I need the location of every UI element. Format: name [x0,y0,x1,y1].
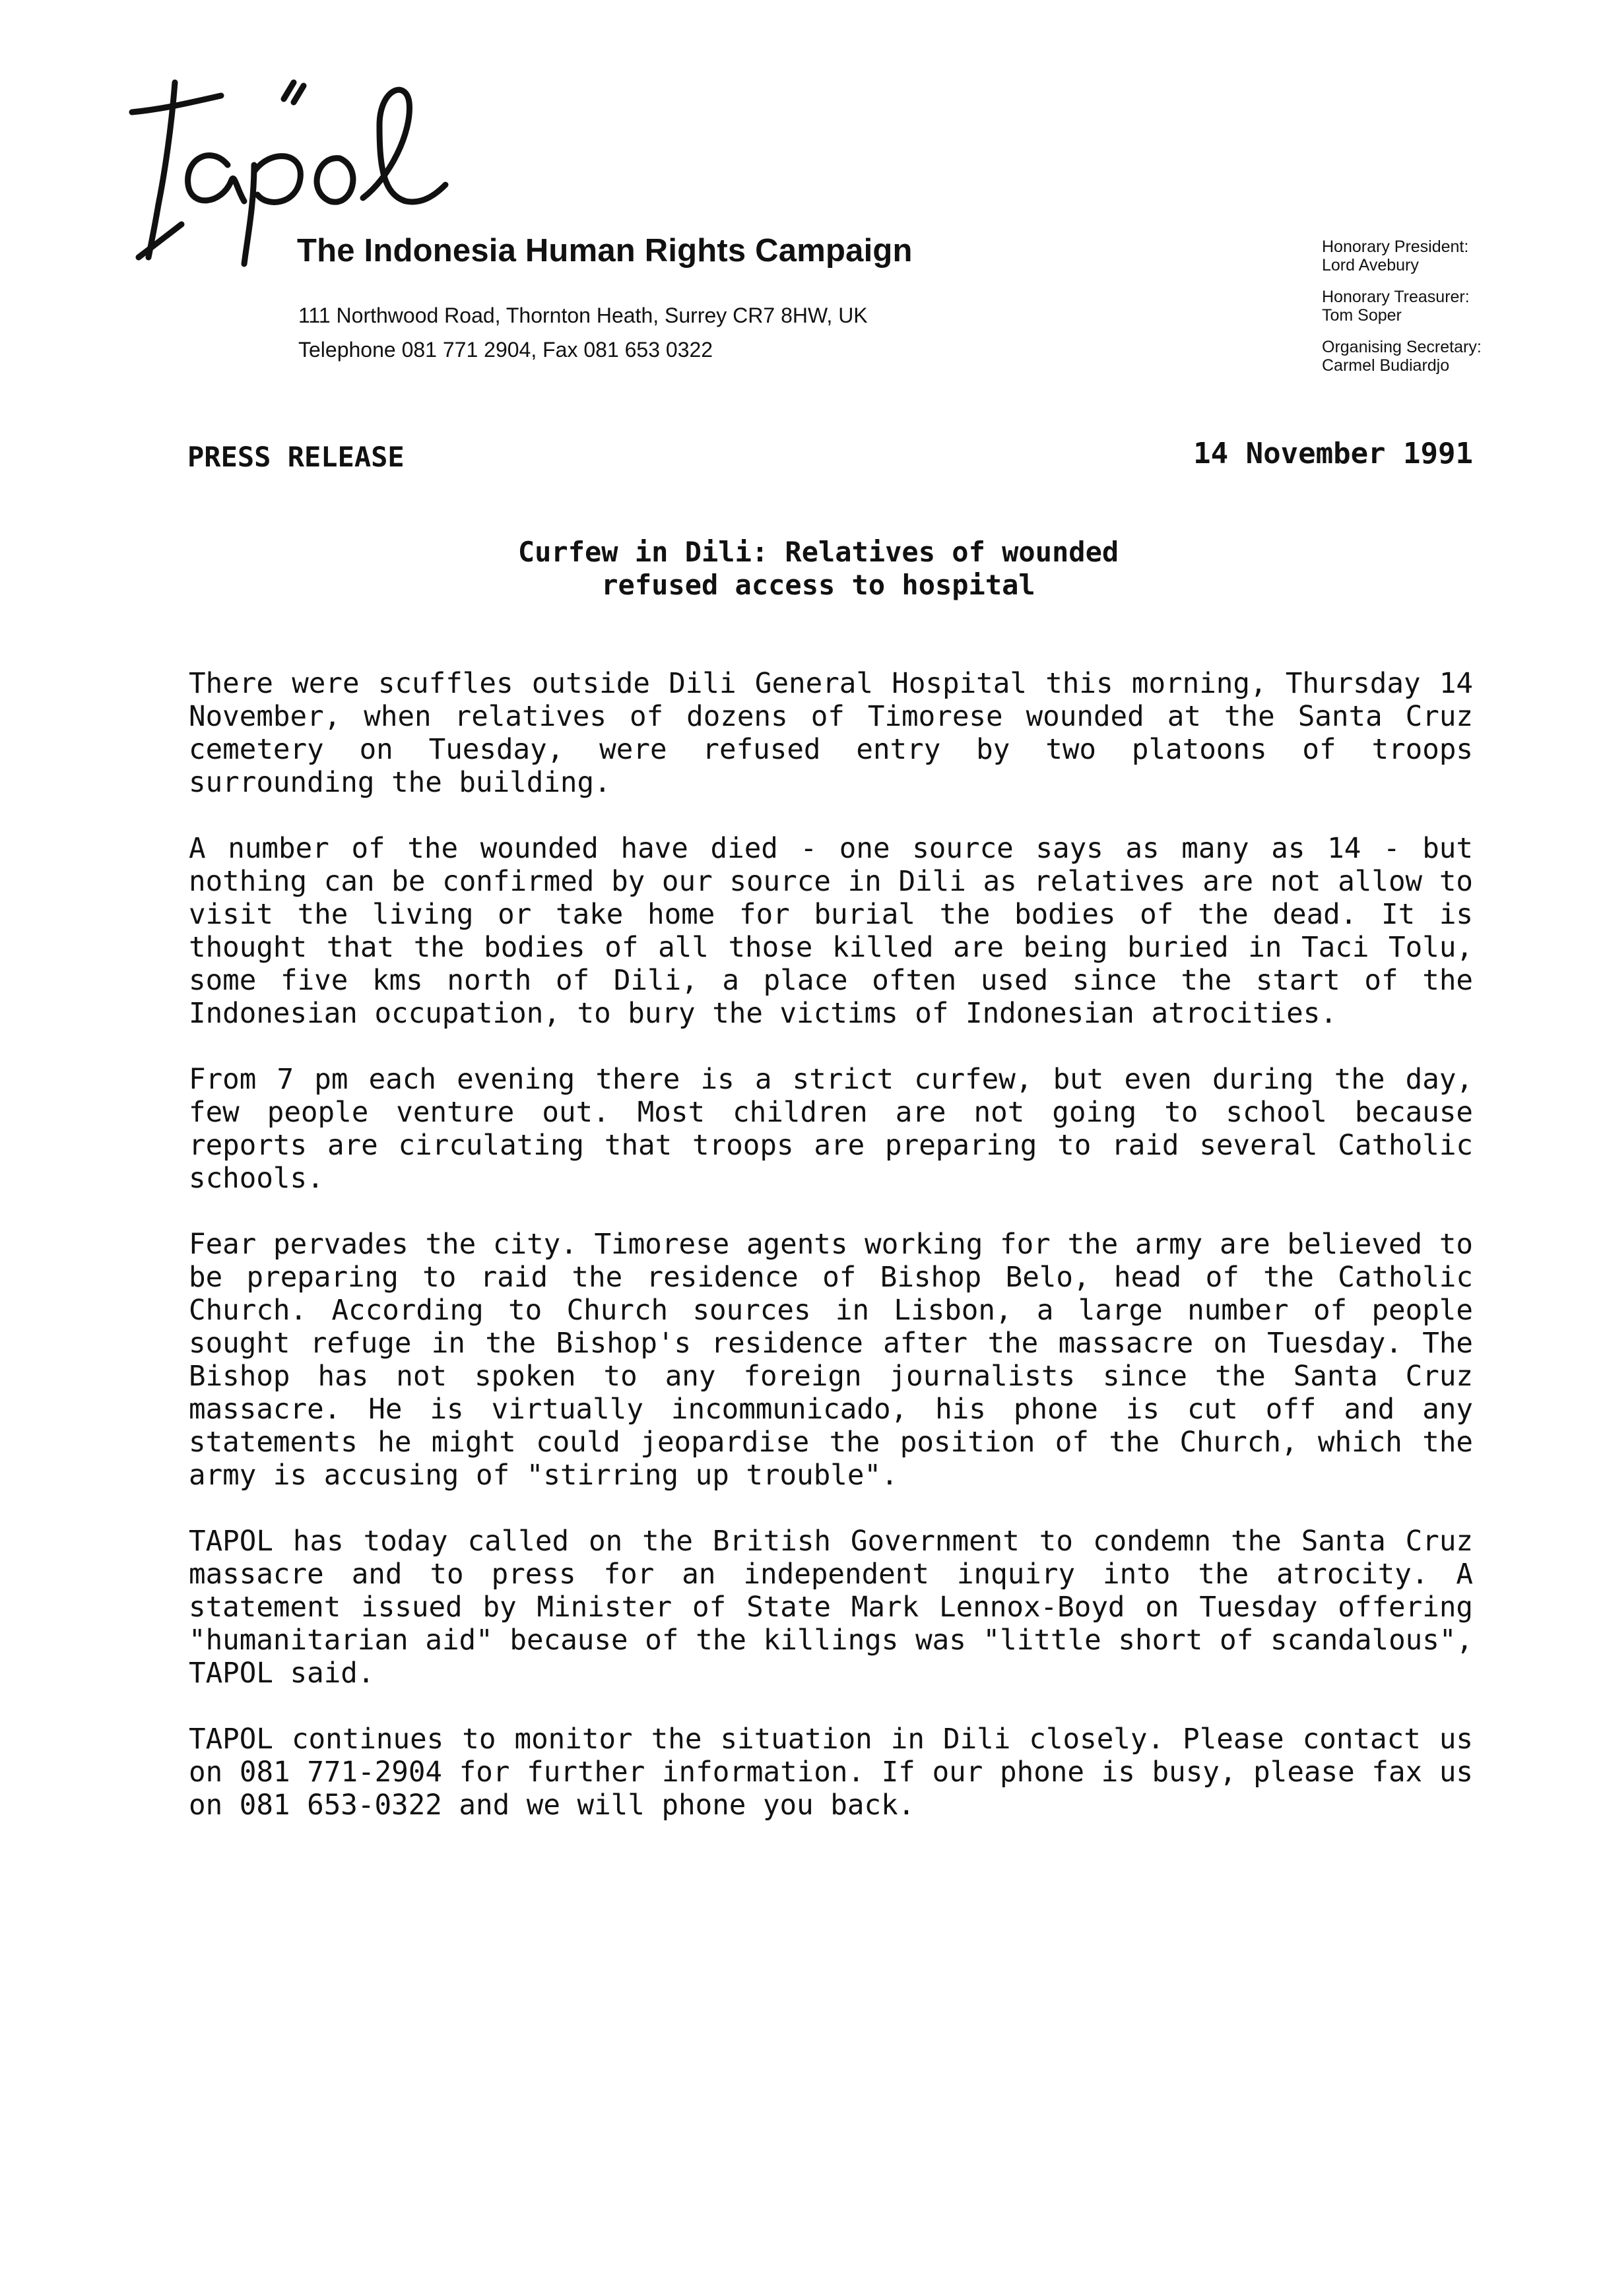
officers-list [1322,238,1482,388]
officer-president [1322,238,1482,274]
officer-name: Carmel Budiardjo [1322,356,1450,375]
paragraph: A number of the wounded have died - one source says as many as 14 - but nothing can be confirmed by our source in Dili as relatives are not allow to visit the living or take home for burial the bodies of the dead. It is thought that the bodies of all those killed are being buried in Taci Tolu, some five kms north of Dili, a place often used since the start of the Indonesian occupation, to bury the victims of Indonesian atrocities. [189,833,1473,1030]
officer-treasurer [1322,288,1482,325]
officer-title: Honorary President: [1322,238,1469,256]
headline-line: Curfew in Dili: Relatives of wounded [517,536,1119,568]
paragraph: There were scuffles outside Dili General Hospital this morning, Thursday 14 November, when relatives of dozens of Timorese wounded at the Santa Cruz cemetery on Tuesday, were refused entry by two platoons of troops surrounding the building. [189,668,1473,799]
address-line: 111 Northwood Road, Thornton Heath, Surrey CR7 8HW, UK [298,303,868,327]
paragraph: From 7 pm each evening there is a strict curfew, but even during the day, few people venture out. Most children are not going to school because reports are circulating that troops are preparing to raid several Catholic schools. [189,1064,1473,1195]
article-body [189,668,1473,1855]
officer-name: Lord Avebury [1322,256,1419,274]
officer-title: Honorary Treasurer: [1322,288,1470,306]
org-name: The Indonesia Human Rights Campaign [297,233,913,269]
officer-title: Organising Secretary: [1322,338,1482,356]
paragraph: TAPOL continues to monitor the situation in Dili closely. Please contact us on 081 771-2904 for further information. If our phone is busy, please fax us on 081 653-0322 and we will phone you back. [189,1723,1473,1822]
org-address [298,298,868,367]
contact-line: Telephone 081 771 2904, Fax 081 653 0322 [298,338,713,362]
press-release-label: PRESS RELEASE [187,441,405,473]
paragraph: TAPOL has today called on the British Government to condemn the Santa Cruz massacre and to press for an independent inquiry into the atrocity. A statement issued by Minister of State Mark Lennox-Boyd on Tuesday offering "humanitarian aid" because of the killings was "little short of scandalous", TAPOL said. [189,1525,1473,1690]
release-date: 14 November 1991 [1193,437,1473,470]
headline-line: refused access to hospital [601,569,1035,601]
paragraph: Fear pervades the city. Timorese agents working for the army are believed to be preparing to raid the residence of Bishop Belo, head of the Catholic Church. According to Church sources in Lisbon, a large number of people sought refuge in the Bishop's residence after the massacre on Tuesday. The Bishop has not spoken to any foreign journalists since the Santa Cruz massacre. He is virtually incommunicado, his phone is cut off and any statements he might could jeopardise the position of the Church, which the army is accusing of "stirring up trouble". [189,1228,1473,1492]
officer-name: Tom Soper [1322,306,1402,325]
headline [370,536,1267,602]
officer-secretary [1322,338,1482,375]
